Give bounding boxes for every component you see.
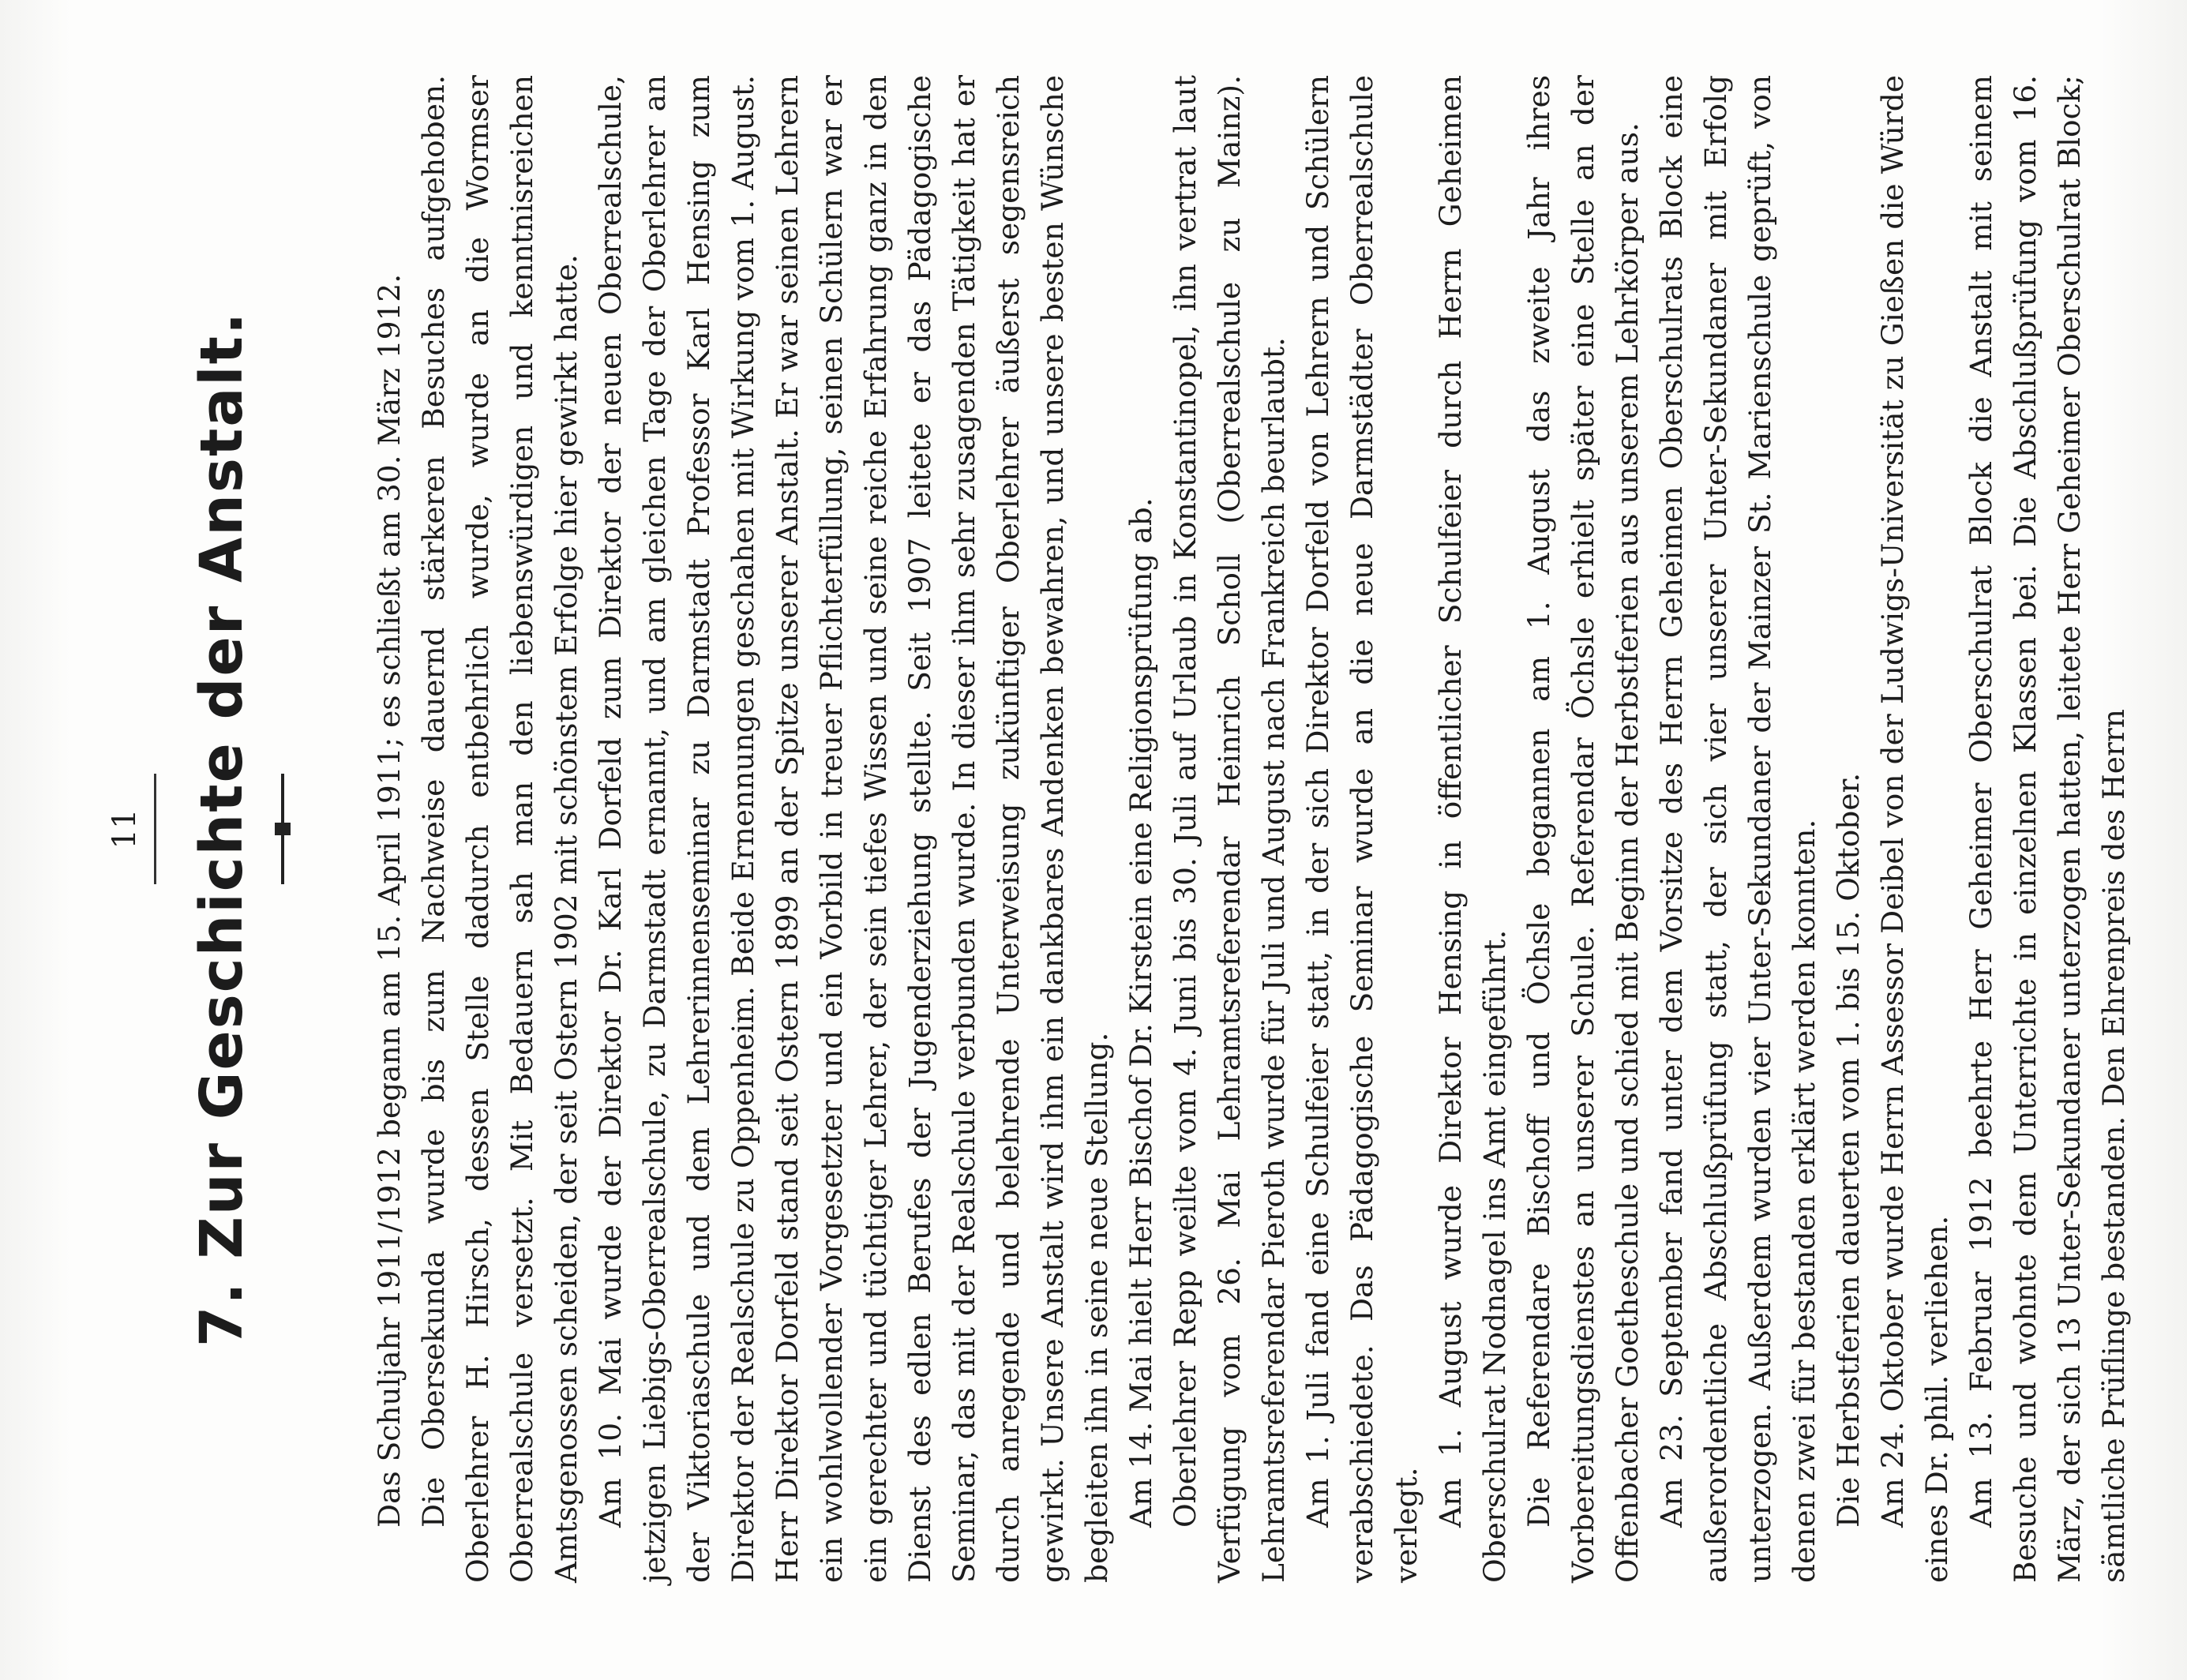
paragraph: Die Referendare Bischoff und Öchsle begannen am 1. August das zweite Jahr ihres Vorbereitungsdienstes an unserer Schule. Referendar Öchsle erhielt später eine Stelle an der Offenbacher Goetheschule und schied mit Beginn der Herbstferien aus unserem Lehrkörper aus.: [1521, 75, 1645, 1583]
paragraph: Am 24. Oktober wurde Herrn Assessor Deibel von der Ludwigs-Universität zu Gießen die Würde eines Dr. phil. verliehen.: [1875, 75, 1954, 1583]
top-rule: [154, 774, 156, 884]
body-text: [367, 75, 2136, 1583]
paragraph: Am 1. August wurde Direktor Hensing in öffentlicher Schulfeier durch Herrn Geheimen Oberschulrat Nodnagel ins Amt eingeführt.: [1433, 75, 1512, 1583]
paragraph: Die Herbstferien dauerten vom 1. bis 15. Oktober.: [1831, 772, 1866, 1528]
paragraph: Am 1. Juli fand eine Schulfeier statt, in der sich Direktor Dorfeld von Lehrern und Schülern verabschiedete. Das Pädagogische Seminar wurde an die neue Darmstädter Oberrealschule verlegt.: [1300, 75, 1424, 1583]
paragraph: Die Obersekunda wurde bis zum Nachweise dauernd stärkeren Besuches aufgehoben. Oberlehrer H. Hirsch, dessen Stelle dadurch entbehrlich wurde, wurde an die Wormser Oberrealschule versetzt. Mit Bedauern sah man den liebenswürdigen und kenntnisreichen Amtsgenossen scheiden, der seit Ostern 1902 mit schönstem Erfolge hier gewirkt hatte.: [416, 75, 583, 1583]
paragraph: Am 14. Mai hielt Herr Bischof Dr. Kirstein eine Religionsprüfung ab.: [1124, 497, 1158, 1528]
paragraph: Das Schuljahr 1911/1912 begann am 15. April 1911; es schließt am 30. März 1912.: [372, 273, 407, 1528]
paragraph: Am 13. Februar 1912 beehrte Herr Geheimer Oberschulrat Block die Anstalt mit seinem Besuche und wohnte dem Unterrichte in einzelnen Klassen bei. Die Abschlußprüfung vom 16. März, der sich 13 Unter-Sekundaner unterzogen hatten, leitete Herr Geheimer Oberschulrat Block; sämtliche Prüflinge bestanden. Den Ehrenpreis des Herrn: [1964, 75, 2131, 1583]
heading-rule-mark: [275, 823, 291, 835]
section-heading: 7. Zur Geschichte der Anstalt.: [188, 310, 256, 1348]
paragraph: Am 10. Mai wurde der Direktor Dr. Karl Dorfeld zum Direktor der neuen Oberrealschule, jetzigen Liebigs-Oberrealschule, zu Darmstadt ernannt, und am gleichen Tage der Oberlehrer an der Viktoriaschule und dem Lehrerinnenseminar zu Darmstadt Professor Karl Hensing zum Direktor der Realschule zu Oppenheim. Beide Ernennungen geschahen mit Wirkung vom 1. August. Herr Direktor Dorfeld stand seit Ostern 1899 an der Spitze unserer Anstalt. Er war seinen Lehrern ein wohlwollender Vorgesetzter und ein Vorbild in treuer Pflichterfüllung, seinen Schülern war er ein gerechter und tüchtiger Lehrer, der sein tiefes Wissen und seine reiche Erfahrung ganz in den Dienst des edlen Berufes der Jugenderziehung stellte. Seit 1907 leitete er das Pädagogische Seminar, das mit der Realschule verbunden wurde. In dieser ihm sehr zusagenden Tätigkeit hat er durch anregende und belehrende Unterweisung zukünftiger Oberlehrer äußerst segensreich gewirkt. Unsere Anstalt wird ihm ein dankbares Andenken bewahren, und unsere besten Wünsche begleiten ihn in seine neue Stellung.: [593, 75, 1114, 1583]
heading-rule: [281, 774, 284, 884]
paragraph: Am 23. September fand unter dem Vorsitze des Herrn Geheimen Oberschulrats Block eine außerordentliche Abschlußprüfung statt, der sich vier unserer Unter-Sekundaner mit Erfolg unterzogen. Außerdem wurden vier Unter-Sekundaner der Mainzer St. Marienschule geprüft, von denen zwei für bestanden erklärt werden konnten.: [1654, 75, 1821, 1583]
page-number: 11: [107, 808, 143, 849]
document-page: [99, 28, 2131, 1630]
paragraph: Oberlehrer Repp weilte vom 4. Juni bis 30. Juli auf Urlaub in Konstantinopel, ihn vertrat laut Verfügung vom 26. Mai Lehramtsreferendar Heinrich Scholl (Oberrealschule zu Mainz). Lehramtsreferendar Pieroth wurde für Juli und August nach Frankreich beurlaubt.: [1168, 75, 1291, 1583]
